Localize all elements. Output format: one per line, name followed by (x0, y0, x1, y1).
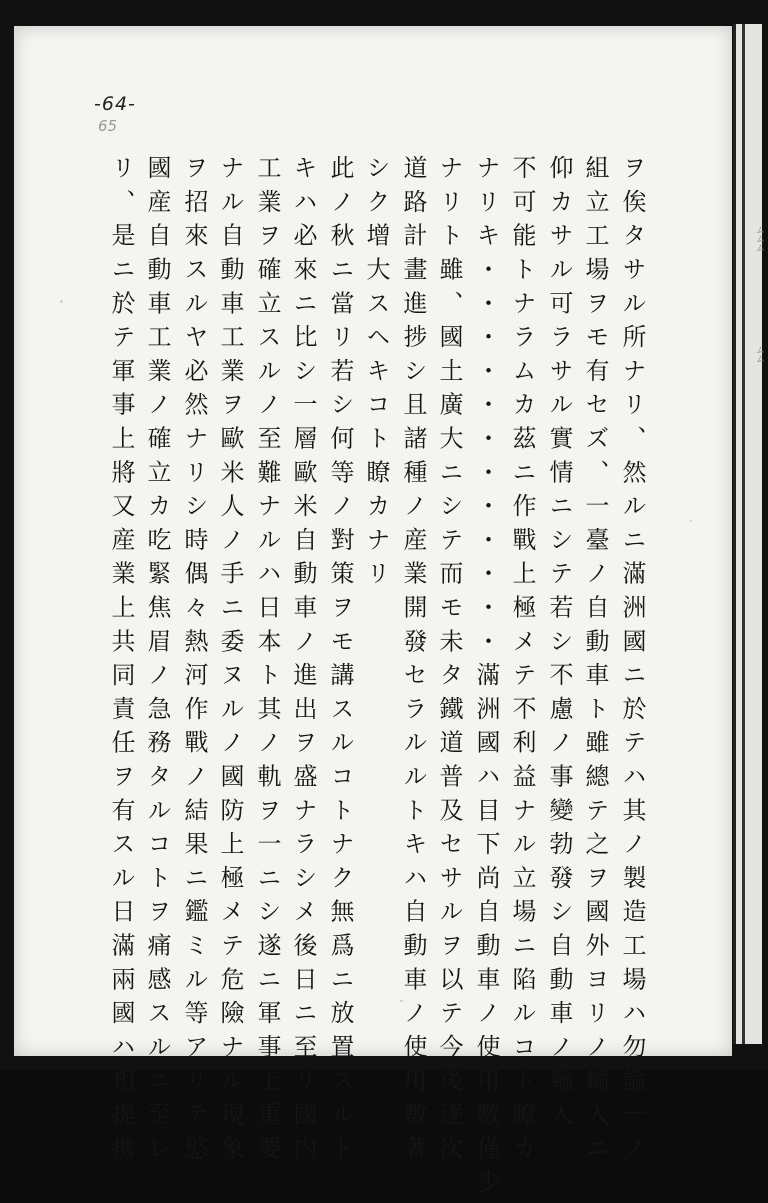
old-page-number: 65 (98, 117, 118, 135)
text-column: ヲ俟タサル所ナリ、然ルニ滿洲國ニ於テハ其ノ製造工場ハ勿論一ノ (618, 155, 646, 1169)
text-column: 仰カサル可ラサル實情ニシテ若シ不慮ノ事變勃發シ自動車ノ輸入 (545, 155, 573, 1136)
text-column: ナル自動車工業ヲ歐米人ノ手ニ委ヌルノ國防上極メテ危險ナル現象 (216, 155, 244, 1169)
margin-note: ムムム (754, 225, 764, 252)
margin-note: ムム (754, 345, 764, 363)
text-column: リ、是ニ於テ軍事上將又産業上共同責任ヲ有スル日滿兩國ハ相提携 (107, 155, 135, 1169)
text-column: キハ必來ニ比シ一層歐米自動車ノ進出ヲ盛ナラシメ後日ニ至リ國内 (289, 155, 317, 1169)
text-column: ヲ招來スルヤ必然ナリシ時偶々熱河作戰ノ結果ニ鑑ミル等アリテ慾 (180, 155, 208, 1169)
text-column: 國産自動車工業ノ確立カ吃緊焦眉ノ急務タルコトヲ痛感スルニ至レ (143, 155, 171, 1169)
binding-shadow (742, 24, 745, 1044)
paper-speckle (60, 300, 63, 303)
paper-speckle (400, 1000, 403, 1002)
text-column: 道路計畫進捗シ且諸種ノ産業開發セラルルトキハ自動車ノ使用數著 (399, 155, 427, 1169)
text-column: 此ノ秋ニ當リ若シ何等ノ對策ヲモ講スルコトナク無爲ニ放置スルト (326, 155, 354, 1169)
text-column: 不可能トナラムカ茲ニ作戰上極メテ不利益ナル立場ニ陷ルコト瞭カ (508, 155, 536, 1169)
text-column: ナリト雖、國土廣大ニシテ而モ未タ鐵道普及セサルヲ以テ今後逐次 (435, 155, 463, 1169)
text-column: 工業ヲ確立スルノ至難ナルハ日本ト其ノ軌ヲ一ニシ遂ニ軍事上重要 (253, 155, 281, 1169)
page-number: -64- (94, 93, 136, 115)
text-column: シク增大スヘキコト瞭カナリ (362, 155, 390, 595)
text-column: ナリキ・・・・・・・・・・・・滿洲國ハ目下尚自動車ノ使用數僅少 (472, 155, 500, 1203)
facing-page-edge (733, 24, 762, 1044)
paper-speckle (690, 520, 692, 522)
paper-speckle (120, 980, 124, 983)
text-column: 組立工場ヲモ有セズ、一臺ノ自動車ト雖總テ之ヲ國外ヨリノ輸入ニ (581, 155, 609, 1169)
